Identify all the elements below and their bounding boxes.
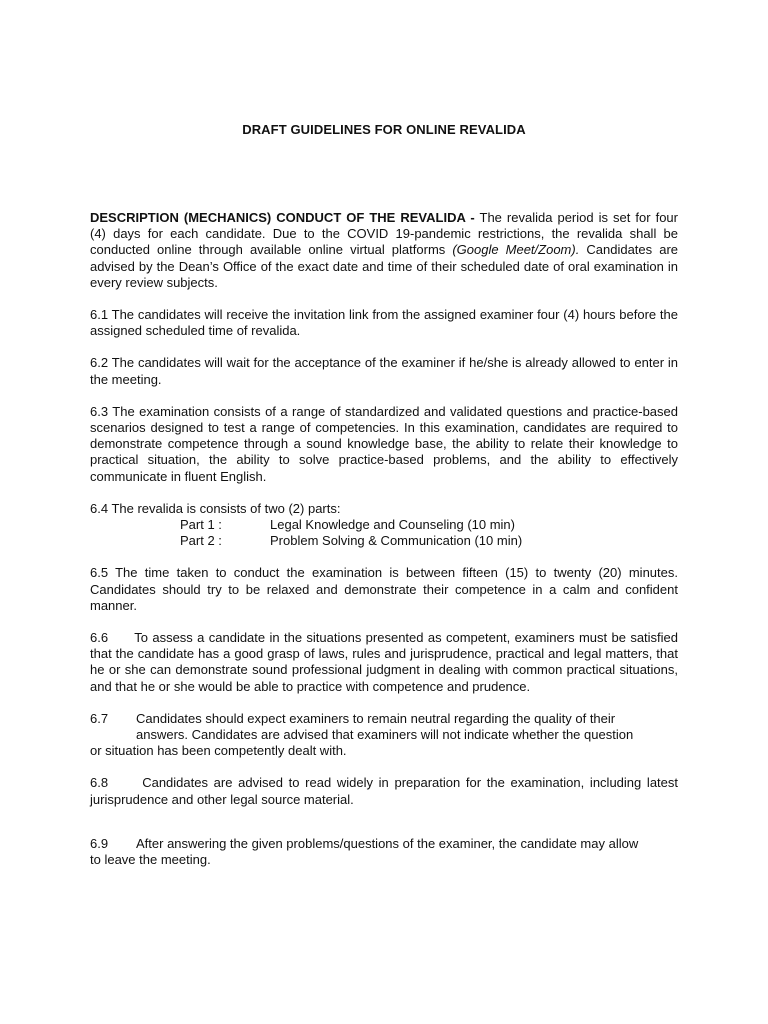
paragraph-6-3: 6.3 The examination consists of a range of standardized and validated questions and practice-based scenarios designed to test a range of competencies. In this examination, candidates are required to demonstrate competence through a sound knowledge base, the ability to relate their knowledge to practical situation, the ability to solve practice-based problems, and the ability to effectively communicate in fluent English.	[90, 403, 678, 484]
paragraph-6-2: 6.2 The candidates will wait for the acceptance of the examiner if he/she is already allowed to enter in the meeting.	[90, 355, 678, 387]
part-label: Part 1 :	[180, 517, 222, 533]
paragraph-6-7-line-3: or situation has been competently dealt with.	[90, 743, 347, 759]
paragraph-6-4	[90, 501, 678, 550]
paragraph-6-9	[90, 836, 678, 868]
paragraph-6-6-number: 6.6	[90, 630, 109, 646]
paragraph-6-8-text: Candidates are advised to read widely in preparation for the examination, including latest jurisprudence and other legal source material.	[90, 775, 679, 807]
part-description: Problem Solving & Communication (10 min)	[270, 533, 523, 549]
document-title: DRAFT GUIDELINES FOR ONLINE REVALIDA	[242, 122, 526, 137]
part-row	[90, 533, 678, 549]
paragraph-6-9-first-line	[90, 836, 678, 852]
paragraph-6-9-line-2: to leave the meeting.	[90, 852, 211, 868]
paragraph-6-5: 6.5 The time taken to conduct the examination is between fifteen (15) to twenty (20) minutes. Candidates should try to be relaxed and demonstrate their competence in a calm and confident manner.	[90, 565, 678, 613]
intro-text-2: Candidates are advised by the Dean’s Office of the exact date and time of their scheduled date of oral examination in every review subjects.	[90, 242, 678, 290]
paragraph-6-1: 6.1 The candidates will receive the invitation link from the assigned examiner four (4) hours before the assigned scheduled time of revalida.	[90, 307, 678, 339]
paragraph-6-7-line-1: Candidates should expect examiners to remain neutral regarding the quality of their	[136, 710, 616, 726]
part-label: Part 2 :	[180, 533, 222, 549]
paragraph-6-8	[90, 775, 678, 807]
part-description: Legal Knowledge and Counseling (10 min)	[270, 517, 515, 533]
paragraph-6-6-text: To assess a candidate in the situations presented as competent, examiners must be satisfied that the candidate has a good grasp of laws, rules and jurisprudence, practical and legal matters, that he or she can demonstrate sound professional judgment in dealing with common practical situations, and that he or she would be able to practice with competence and prudence.	[90, 630, 679, 694]
document-body	[90, 210, 678, 884]
paragraph-6-7-number: 6.7	[90, 710, 109, 726]
intro-paragraph	[90, 210, 678, 291]
paragraph-6-7-first-line	[90, 711, 678, 727]
intro-heading: DESCRIPTION (MECHANICS) CONDUCT OF THE REVALIDA -	[90, 210, 475, 225]
paragraph-6-9-number: 6.9	[90, 835, 109, 851]
part-row	[90, 517, 678, 533]
paragraph-6-6	[90, 630, 678, 695]
paragraph-6-7	[90, 711, 678, 760]
intro-text-1: The revalida period is set for four (4) days for each candidate. Due to the COVID 19-pandemic restrictions, the revalida shall be conducted online through available online virtual platforms	[90, 210, 678, 258]
paragraph-6-9-line-1: After answering the given problems/questions of the examiner, the candidate may allow	[136, 835, 639, 851]
paragraph-6-7-line-2: answers. Candidates are advised that examiners will not indicate whether the question	[136, 727, 634, 743]
paragraph-6-8-number: 6.8	[90, 775, 109, 791]
intro-platforms: (Google Meet/Zoom).	[452, 242, 580, 258]
paragraph-6-4-lead: 6.4 The revalida is consists of two (2) parts:	[90, 500, 341, 516]
parts-list	[90, 517, 678, 549]
